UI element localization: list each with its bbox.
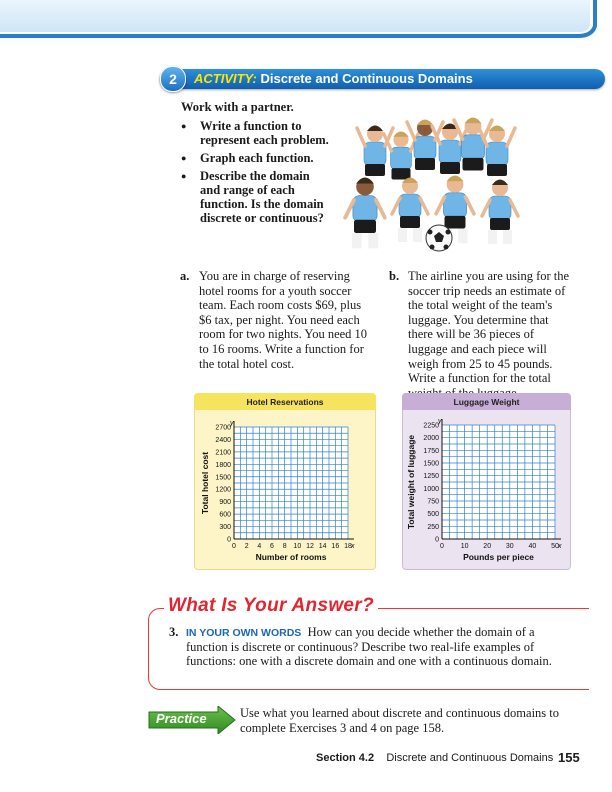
player-sock [368,233,378,248]
player-sock [503,230,512,244]
question-keyword: IN YOUR OWN WORDS [186,627,302,639]
luggage-x-axis-letter: x [558,543,562,550]
luggage-y-tick-label: 1250 [423,473,439,481]
player-figure [392,178,428,243]
hotel-graph-title: Hotel Reservations [246,397,324,407]
player-hair [489,126,505,132]
hotel-y-tick-label: 1200 [215,486,231,494]
player-shorts [445,216,466,229]
activity-number: 2 [160,66,186,92]
question-text [186,625,566,669]
player-sock [458,229,467,244]
hotel-x-tick-label: 4 [257,543,262,550]
top-banner [0,0,612,44]
page-number: 155 [558,750,580,765]
luggage-x-tick-label: 0 [440,543,444,550]
player-hair [417,120,433,126]
practice-label: Practice [156,711,207,726]
page-footer [316,752,553,764]
player-shorts [365,164,385,176]
player-hair [393,132,408,137]
hotel-y-axis-letter: y [230,420,234,427]
activity-keyword: ACTIVITY: [194,71,257,86]
instruction-item: ● Write a function to represent each problem. [181,119,331,147]
player-shirt [391,147,412,170]
player-arm [507,128,515,146]
player-shorts [354,220,376,233]
hotel-y-tick-label: 2100 [215,449,231,457]
player-sock [413,228,422,242]
luggage-graph-title: Luggage Weight [453,397,520,407]
hotel-x-tick-label: 18 [344,543,352,550]
problem-a-text: You are in charge of reserving hotel rooms for a youth soccer team. Each room costs $69, plus $6 tax, per night. You need each room for two nights. You need 10 to 16 rooms. Write a function for the total hotel cost. [199,269,368,371]
player-shirt [414,136,436,160]
luggage-x-tick-label: 50 [551,543,559,550]
player-hair [465,117,482,123]
luggage-y-tick-label: 750 [427,498,439,506]
player-shorts [400,216,420,228]
player-shorts [415,158,435,170]
player-shirt [399,194,421,218]
hotel-x-tick-label: 6 [270,543,274,550]
luggage-y-axis-letter: y [438,418,442,425]
hotel-x-tick-label: 10 [293,543,302,550]
hotel-y-tick-label: 2400 [215,436,231,444]
problem-b-text: The airline you are using for the soccer trip needs an estimate of the total weight of the team's luggage. You determine that there will be 36 pieces of luggage and each piece will weigh from 25 to 45 pounds. Write a function for the total [408,269,570,386]
practice-text: Use what you learned about discrete and continuous domains to complete Exercises 3 and 4 on page 158. [240,706,560,735]
player-shirt [461,135,484,160]
hotel-x-axis-label: Number of rooms [255,552,327,562]
player-sock [398,228,407,242]
player-hair [367,126,383,132]
player-shirt [486,142,508,166]
player-hair [492,180,508,186]
player-shirt [439,140,461,164]
player-sock [352,233,362,248]
hotel-y-axis-label: Total hotel cost [200,451,210,515]
question-body: How can you decide whether the domain of a function is discrete or continuous? Describe two real-life examples of functions: one with a discrete domain and one with a continuous domain. [186,625,552,669]
luggage-y-tick-label: 0 [435,536,439,544]
player-figure [482,180,518,245]
player-shorts [463,158,484,171]
player-sock [488,230,497,244]
player-shirt [353,196,377,222]
problem-a-label: a. [180,269,190,283]
footer-section: Section 4.2 [316,752,375,764]
hotel-y-tick-label: 600 [219,511,231,519]
question-number: 3. [169,625,179,639]
player-shirt [489,196,511,220]
hotel-x-tick-label: 2 [244,543,249,550]
activity-title [194,71,473,86]
player-figure [345,177,385,248]
player-shirt [364,142,386,166]
luggage-y-axis-label: Total weight of luggage [406,434,416,530]
luggage-x-tick-label: 10 [460,543,469,550]
luggage-y-tick-label: 1500 [423,460,439,468]
luggage-x-tick-label: 20 [483,543,492,550]
hotel-graph [194,410,376,568]
hotel-y-tick-label: 300 [219,524,231,532]
player-shorts [487,164,507,176]
hotel-y-tick-label: 900 [219,499,231,507]
luggage-x-axis-label: Pounds per piece [463,552,534,562]
luggage-x-tick-label: 40 [528,543,537,550]
problem-a [180,269,375,371]
hotel-x-tick-label: 16 [331,543,340,550]
activity-title-text: Discrete and Continuous Domains [260,71,473,86]
luggage-y-tick-label: 2250 [423,422,439,430]
luggage-y-tick-label: 500 [427,511,439,519]
work-heading: Work with a partner. [181,100,294,114]
problem-b-label: b. [389,269,400,283]
player-shorts [392,168,411,179]
player-shorts [490,218,510,230]
hotel-x-tick-label: 0 [232,543,236,550]
footer-title: Discrete and Continuous Domains [386,752,554,764]
player-hair [356,177,374,183]
player-figure [357,126,393,177]
luggage-y-tick-label: 250 [427,523,439,531]
luggage-y-tick-label: 1750 [423,447,439,455]
luggage-graph [402,410,571,568]
answer-title: What Is Your Answer? [164,595,378,617]
problem-b [389,269,579,386]
instruction-item: ● Describe the domain and range of each function. Is the domain discrete or continuous? [181,169,331,225]
hotel-x-tick-label: 8 [282,543,287,550]
player-shorts [440,162,460,174]
hotel-y-tick-label: 1800 [215,461,231,469]
hotel-x-tick-label: 14 [318,543,327,550]
soccer-ball-icon [426,225,452,251]
player-arm [357,128,365,146]
hotel-y-tick-label: 0 [227,536,231,544]
hotel-y-tick-label: 1500 [215,474,231,482]
hotel-x-axis-letter: x [351,543,355,550]
player-hair [447,175,464,181]
soccer-team-photo [305,98,537,266]
luggage-y-tick-label: 2000 [423,435,439,443]
hotel-y-tick-label: 2700 [215,424,231,432]
luggage-y-tick-label: 1000 [423,485,439,493]
player-shirt [443,193,466,218]
luggage-x-tick-label: 30 [505,543,514,550]
hotel-x-tick-label: 12 [306,543,314,550]
instruction-item: ● Graph each function. [181,151,331,165]
